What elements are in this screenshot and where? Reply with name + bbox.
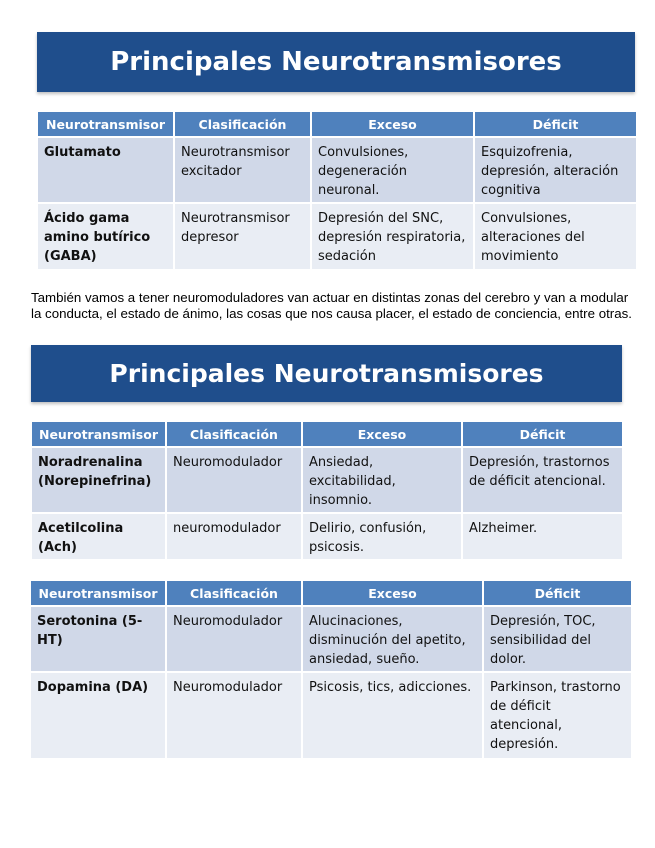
table-header-row xyxy=(31,581,631,606)
col-header-neurotransmisor: Neurotransmisor xyxy=(38,112,174,137)
col-header-exceso: Exceso xyxy=(302,581,483,606)
col-header-deficit: Déficit xyxy=(483,581,631,606)
col-header-clasificacion: Clasificación xyxy=(166,422,302,447)
cell-name: Glutamato xyxy=(38,137,174,203)
col-header-deficit: Déficit xyxy=(474,112,636,137)
cell-exceso: Delirio, confusión, psicosis. xyxy=(302,513,462,559)
cell-deficit: Esquizofrenia, depresión, alteración cognitiva xyxy=(474,137,636,203)
col-header-neurotransmisor: Neurotransmisor xyxy=(32,422,166,447)
cell-name: Serotonina (5-HT) xyxy=(31,606,166,672)
table-header-row xyxy=(38,112,636,137)
col-header-deficit: Déficit xyxy=(462,422,622,447)
col-header-neurotransmisor: Neurotransmisor xyxy=(31,581,166,606)
cell-exceso: Alucinaciones, disminución del apetito, ansiedad, sueño. xyxy=(302,606,483,672)
cell-name: Ácido gama amino butírico (GABA) xyxy=(38,203,174,269)
cell-deficit: Alzheimer. xyxy=(462,513,622,559)
neurotransmitter-table-3 xyxy=(31,581,631,758)
cell-deficit: Convulsiones, alteraciones del movimiento xyxy=(474,203,636,269)
cell-name: Dopamina (DA) xyxy=(31,672,166,758)
col-header-exceso: Exceso xyxy=(302,422,462,447)
cell-clasificacion: Neuromodulador xyxy=(166,606,302,672)
cell-exceso: Psicosis, tics, adicciones. xyxy=(302,672,483,758)
cell-name: Acetilcolina (Ach) xyxy=(32,513,166,559)
table-row xyxy=(31,672,631,758)
neurotransmitter-table-2 xyxy=(32,422,622,559)
col-header-exceso: Exceso xyxy=(311,112,474,137)
cell-name: Noradrenalina (Norepinefrina) xyxy=(32,447,166,513)
table-row xyxy=(38,137,636,203)
cell-exceso: Ansiedad, excitabilidad, insomnio. xyxy=(302,447,462,513)
neurotransmitter-table-1 xyxy=(38,112,636,269)
page-title: Principales Neurotransmisores xyxy=(109,359,544,388)
page-title-banner-1 xyxy=(37,32,635,92)
cell-clasificacion: Neurotransmisor depresor xyxy=(174,203,311,269)
cell-deficit: Parkinson, trastorno de déficit atencional, depresión. xyxy=(483,672,631,758)
cell-deficit: Depresión, TOC, sensibilidad del dolor. xyxy=(483,606,631,672)
cell-clasificacion: Neuromodulador xyxy=(166,672,302,758)
cell-clasificacion: Neuromodulador xyxy=(166,447,302,513)
cell-exceso: Convulsiones, degeneración neuronal. xyxy=(311,137,474,203)
table-header-row xyxy=(32,422,622,447)
table-row xyxy=(31,606,631,672)
cell-clasificacion: neuromodulador xyxy=(166,513,302,559)
table-row xyxy=(32,447,622,513)
cell-deficit: Depresión, trastornos de déficit atencional. xyxy=(462,447,622,513)
table-row xyxy=(32,513,622,559)
cell-exceso: Depresión del SNC, depresión respiratoria, sedación xyxy=(311,203,474,269)
page-title-banner-2 xyxy=(31,345,622,402)
cell-clasificacion: Neurotransmisor excitador xyxy=(174,137,311,203)
col-header-clasificacion: Clasificación xyxy=(174,112,311,137)
paragraph-neuromoduladores: También vamos a tener neuromoduladores van actuar en distintas zonas del cerebro y van a modular la conducta, el estado de ánimo, las cosas que nos causa placer, el estado de conciencia, entre otras. xyxy=(31,290,632,321)
table-row xyxy=(38,203,636,269)
col-header-clasificacion: Clasificación xyxy=(166,581,302,606)
page-title: Principales Neurotransmisores xyxy=(110,47,562,77)
